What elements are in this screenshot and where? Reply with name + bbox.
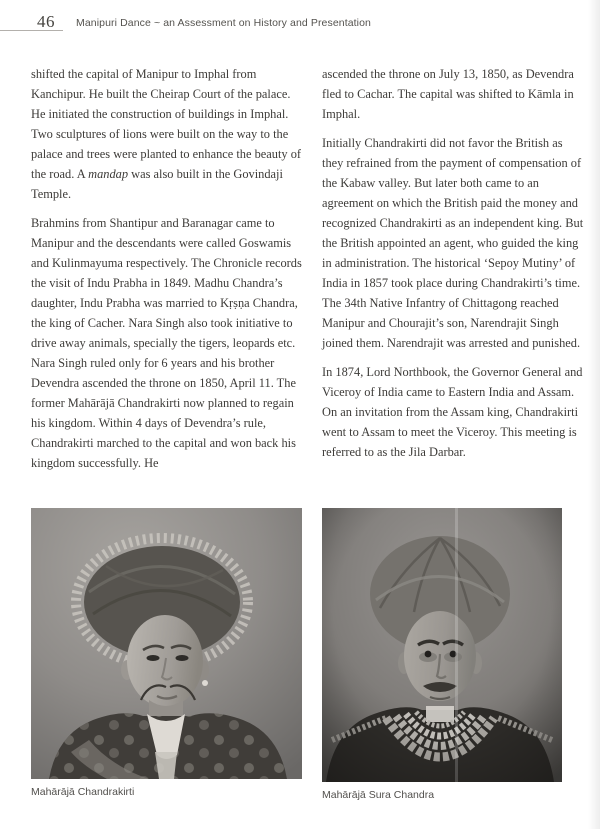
text-column-left bbox=[31, 64, 303, 482]
paragraph bbox=[31, 64, 303, 204]
figure-chandrakirti bbox=[31, 508, 302, 798]
chandrakirti-portrait-image bbox=[31, 508, 302, 779]
text-column-right bbox=[322, 64, 586, 471]
paragraph: Initially Chandrakirti did not favor the British as they refrained from the payment of compensation of the Kabaw valley. But later both came to an agreement on which the British paid the money and recognized Chandrakirti as an independent king. But the British appointed an agent, who guided the king in administration. The historical ‘Sepoy Mutiny’ of India in 1857 took place during Chandrakirti’s time. The 34th Native Infantry of Chittagong reached Manipur and Chourajit’s son, Narendrajit Singh joined them. Narendrajit was arrested and punished. bbox=[322, 136, 584, 350]
italic-term: mandap bbox=[88, 167, 129, 181]
running-title: Manipuri Dance ~ an Assessment on History and Presentation bbox=[76, 17, 371, 29]
paragraph-text: shifted the capital of Manipur to Imphal from Kanchipur. He built the Cheirap Court of the palace. He initiated the construction of buildings in Imphal. Two sculptures of lions were built on the way to the palace and trees were planted to enhance the beauty of the road. A bbox=[31, 67, 302, 181]
page-edge-shadow bbox=[588, 0, 600, 829]
paragraph: ascended the throne on July 13, 1850, as Devendra fled to Cachar. The capital was shifted to Kāmla in Imphal. bbox=[322, 67, 574, 121]
figure-sura-chandra bbox=[322, 508, 562, 801]
figure-caption: Mahārājā Sura Chandra bbox=[322, 789, 435, 801]
paragraph: In 1874, Lord Northbook, the Governor General and Viceroy of India came to Eastern India and Assam. On an invitation from the Assam king, Chandrakirti went to Assam to meet the Viceroy. This meeting is referred to as the Jila Darbar. bbox=[322, 365, 583, 459]
paragraph-text: was also built in the Govindaji Temple. bbox=[31, 167, 283, 201]
figure-caption: Mahārājā Chandrakirti bbox=[31, 786, 135, 798]
sura-chandra-portrait-image bbox=[322, 508, 562, 782]
page-number: 46 bbox=[37, 12, 55, 31]
paragraph: Brahmins from Shantipur and Baranagar came to Manipur and the descendants were called Goswamis and Kulinmayuma respectively. The Chronicle records the visit of Indu Prabha in 1849. Madhu Chandra’s daughter, Indu Prabha was married to Kṛṣṇa Chandra, the king of Cacher. Nara Singh also took initiative to drive away animals, specially the tigers, leopards etc. Nara Singh ruled only for 6 years and his brother Devendra ascended the throne on 1850, April 11. The former Mahārājā Chandrakirti now planned to regain his kingdom. Within 4 days of Devendra’s rule, Chandrakirti marched to the capital and won back his kingdom successfully. He bbox=[31, 216, 302, 470]
